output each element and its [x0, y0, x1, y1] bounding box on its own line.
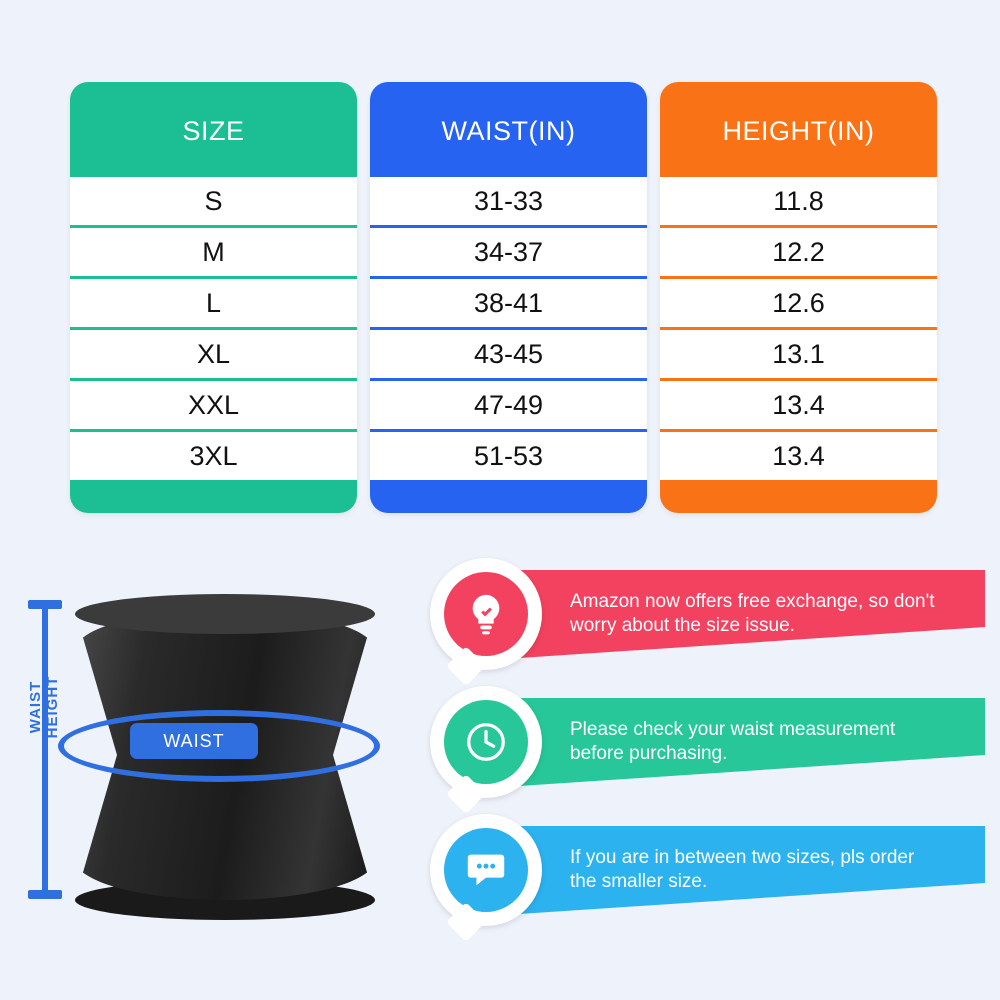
table-column-size	[70, 82, 357, 513]
column-footer	[660, 483, 937, 513]
waist-label: WAIST	[130, 723, 258, 759]
table-column-waist	[370, 82, 647, 513]
note-icon-bubble	[430, 686, 542, 798]
chat-bubble-icon	[444, 828, 528, 912]
note-icon-bubble	[430, 814, 542, 926]
waist-height-label: WAIST HEIGHT	[27, 675, 61, 739]
lightbulb-check-icon	[444, 572, 528, 656]
height-measure-cap-bottom	[28, 890, 62, 899]
column-header-height: HEIGHT(IN)	[722, 116, 875, 146]
table-cell: XL	[70, 330, 357, 378]
note-icon-bubble	[430, 558, 542, 670]
table-cell: 12.6	[660, 279, 937, 327]
table-cell: 11.8	[660, 177, 937, 225]
table-cell: L	[70, 279, 357, 327]
table-cell: 13.4	[660, 432, 937, 480]
column-header-size: SIZE	[182, 116, 245, 146]
waist-trainer-illustration	[20, 560, 420, 980]
clock-icon	[444, 700, 528, 784]
table-column-height	[660, 82, 937, 513]
notes-list	[430, 558, 990, 942]
column-footer	[70, 483, 357, 513]
table-cell: 34-37	[370, 228, 647, 276]
note-item	[430, 558, 990, 686]
note-text: If you are in between two sizes, pls order the smaller size.	[570, 847, 915, 892]
table-cell: XXL	[70, 381, 357, 429]
table-cell: 47-49	[370, 381, 647, 429]
table-cell: S	[70, 177, 357, 225]
table-cell: 43-45	[370, 330, 647, 378]
table-cell: 13.4	[660, 381, 937, 429]
belt-top-edge	[75, 594, 375, 634]
note-text: Amazon now offers free exchange, so don't worry about the size issue.	[570, 591, 935, 636]
size-chart-table	[70, 82, 930, 513]
table-cell: 38-41	[370, 279, 647, 327]
column-header-waist: WAIST(IN)	[441, 116, 576, 146]
column-footer	[370, 483, 647, 513]
table-cell: 12.2	[660, 228, 937, 276]
table-cell: 13.1	[660, 330, 937, 378]
note-text: Please check your waist measurement before purchasing.	[570, 719, 896, 764]
height-measure-cap-top	[28, 600, 62, 609]
table-cell: 51-53	[370, 432, 647, 480]
table-cell: 3XL	[70, 432, 357, 480]
table-cell: M	[70, 228, 357, 276]
table-cell: 31-33	[370, 177, 647, 225]
note-item	[430, 814, 990, 942]
note-item	[430, 686, 990, 814]
